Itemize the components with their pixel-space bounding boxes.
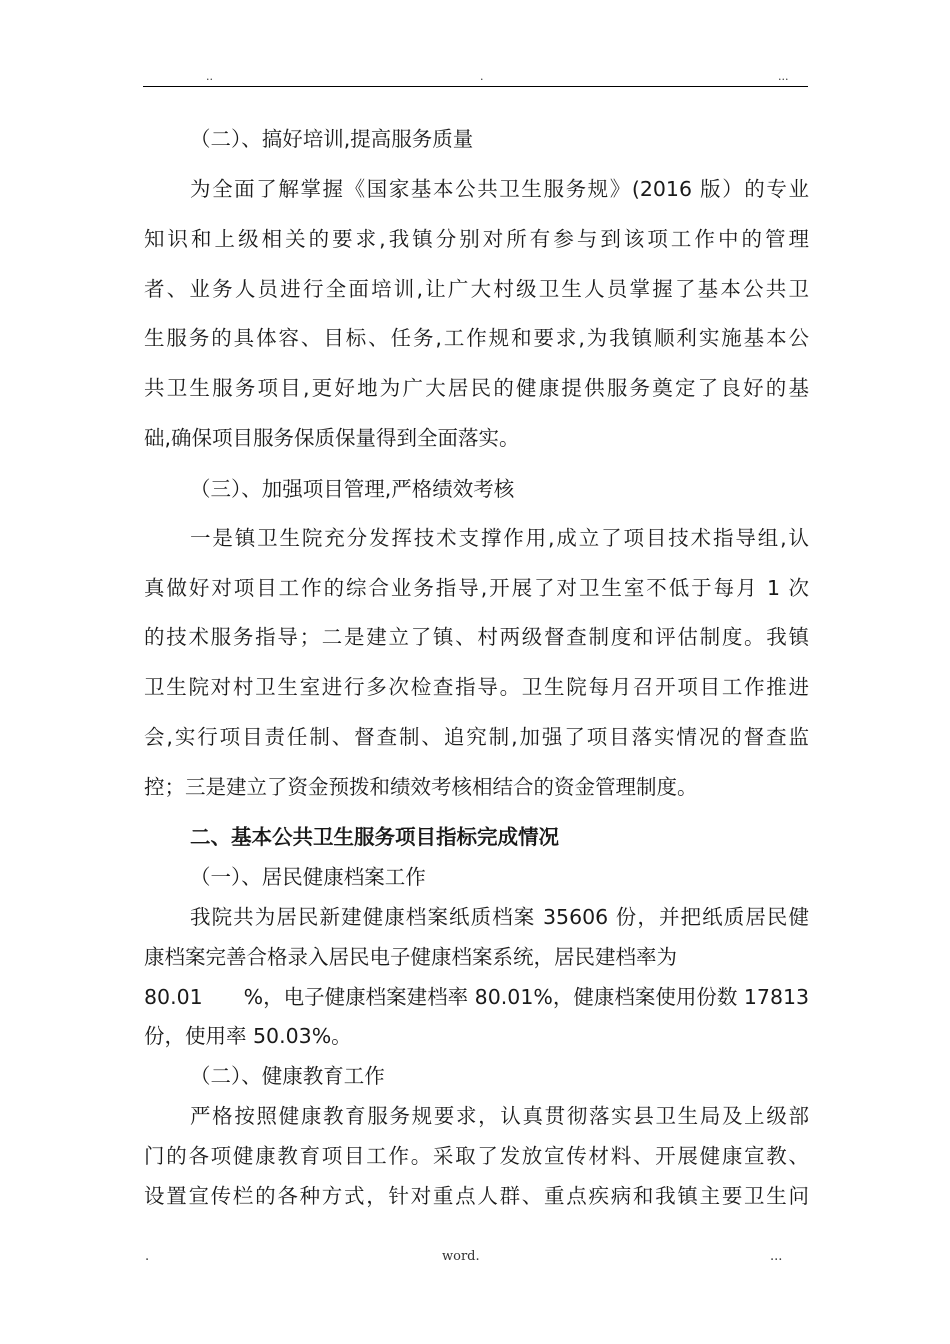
section-heading-health-education: （二）、健康教育工作 bbox=[190, 1064, 385, 1088]
paragraph-line: 真做好对项目工作的综合业务指导,开展了对卫生室不低于每月 1 次 bbox=[144, 576, 809, 600]
paragraph-line: 控；三是建立了资金预拨和绩效考核相结合的资金管理制度。 bbox=[144, 775, 698, 799]
paragraph-line: 康档案完善合格录入居民电子健康档案系统，居民建档率为 bbox=[144, 945, 677, 969]
paragraph-line: 为全面了解掌握《国家基本公共卫生服务规》(2016 版）的专业 bbox=[190, 177, 809, 201]
paragraph-line: 卫生院对村卫生室进行多次检查指导。卫生院每月召开项目工作推进 bbox=[144, 675, 809, 699]
section-heading-health-records: （一）、居民健康档案工作 bbox=[190, 865, 426, 889]
paragraph-line: 共卫生服务项目,更好地为广大居民的健康提供服务奠定了良好的基 bbox=[144, 376, 809, 400]
paragraph-line: 80.01 %，电子健康档案建档率 80.01%，健康档案使用份数 17813 bbox=[144, 985, 809, 1009]
paragraph-line: 严格按照健康教育服务规要求，认真贯彻落实县卫生局及上级部 bbox=[190, 1104, 809, 1128]
paragraph-line: 我院共为居民新建健康档案纸质档案 35606 份，并把纸质居民健 bbox=[190, 905, 809, 929]
paragraph-line: 的技术服务指导；二是建立了镇、村两级督查制度和评估制度。我镇 bbox=[144, 625, 809, 649]
header-left-mark: .. bbox=[206, 70, 213, 83]
paragraph-line: 知识和上级相关的要求,我镇分别对所有参与到该项工作中的管理 bbox=[144, 227, 809, 251]
header-center-mark: . bbox=[480, 70, 484, 83]
paragraph-line: 一是镇卫生院充分发挥技术支撑作用,成立了项目技术指导组,认 bbox=[190, 526, 809, 550]
paragraph-line: 会,实行项目责任制、督查制、追究制,加强了项目落实情况的督查监 bbox=[144, 725, 809, 749]
header-rule bbox=[143, 86, 808, 87]
paragraph-line: 者、业务人员进行全面培训,让广大村级卫生人员掌握了基本公共卫 bbox=[144, 277, 809, 301]
section-heading-training: （二）、搞好培训,提高服务质量 bbox=[190, 127, 474, 151]
footer-left-mark: . bbox=[145, 1249, 150, 1264]
section-heading-management: （三）、加强项目管理,严格绩效考核 bbox=[190, 477, 515, 501]
paragraph-line: 门的各项健康教育项目工作。采取了发放宣传材料、开展健康宣教、 bbox=[144, 1144, 809, 1168]
paragraph-line: 础,确保项目服务保质保量得到全面落实。 bbox=[144, 426, 520, 450]
header-right-mark: ... bbox=[778, 70, 789, 83]
footer-center-label: word. bbox=[442, 1249, 480, 1264]
footer-right-mark: ... bbox=[770, 1249, 783, 1264]
paragraph-line: 生服务的具体容、目标、任务,工作规和要求,为我镇顺利实施基本公 bbox=[144, 326, 809, 350]
paragraph-line: 设置宣传栏的各种方式，针对重点人群、重点疾病和我镇主要卫生问 bbox=[144, 1184, 809, 1208]
paragraph-line: 份，使用率 50.03%。 bbox=[144, 1024, 352, 1048]
section-heading-indicators: 二、基本公共卫生服务项目指标完成情况 bbox=[190, 825, 559, 849]
